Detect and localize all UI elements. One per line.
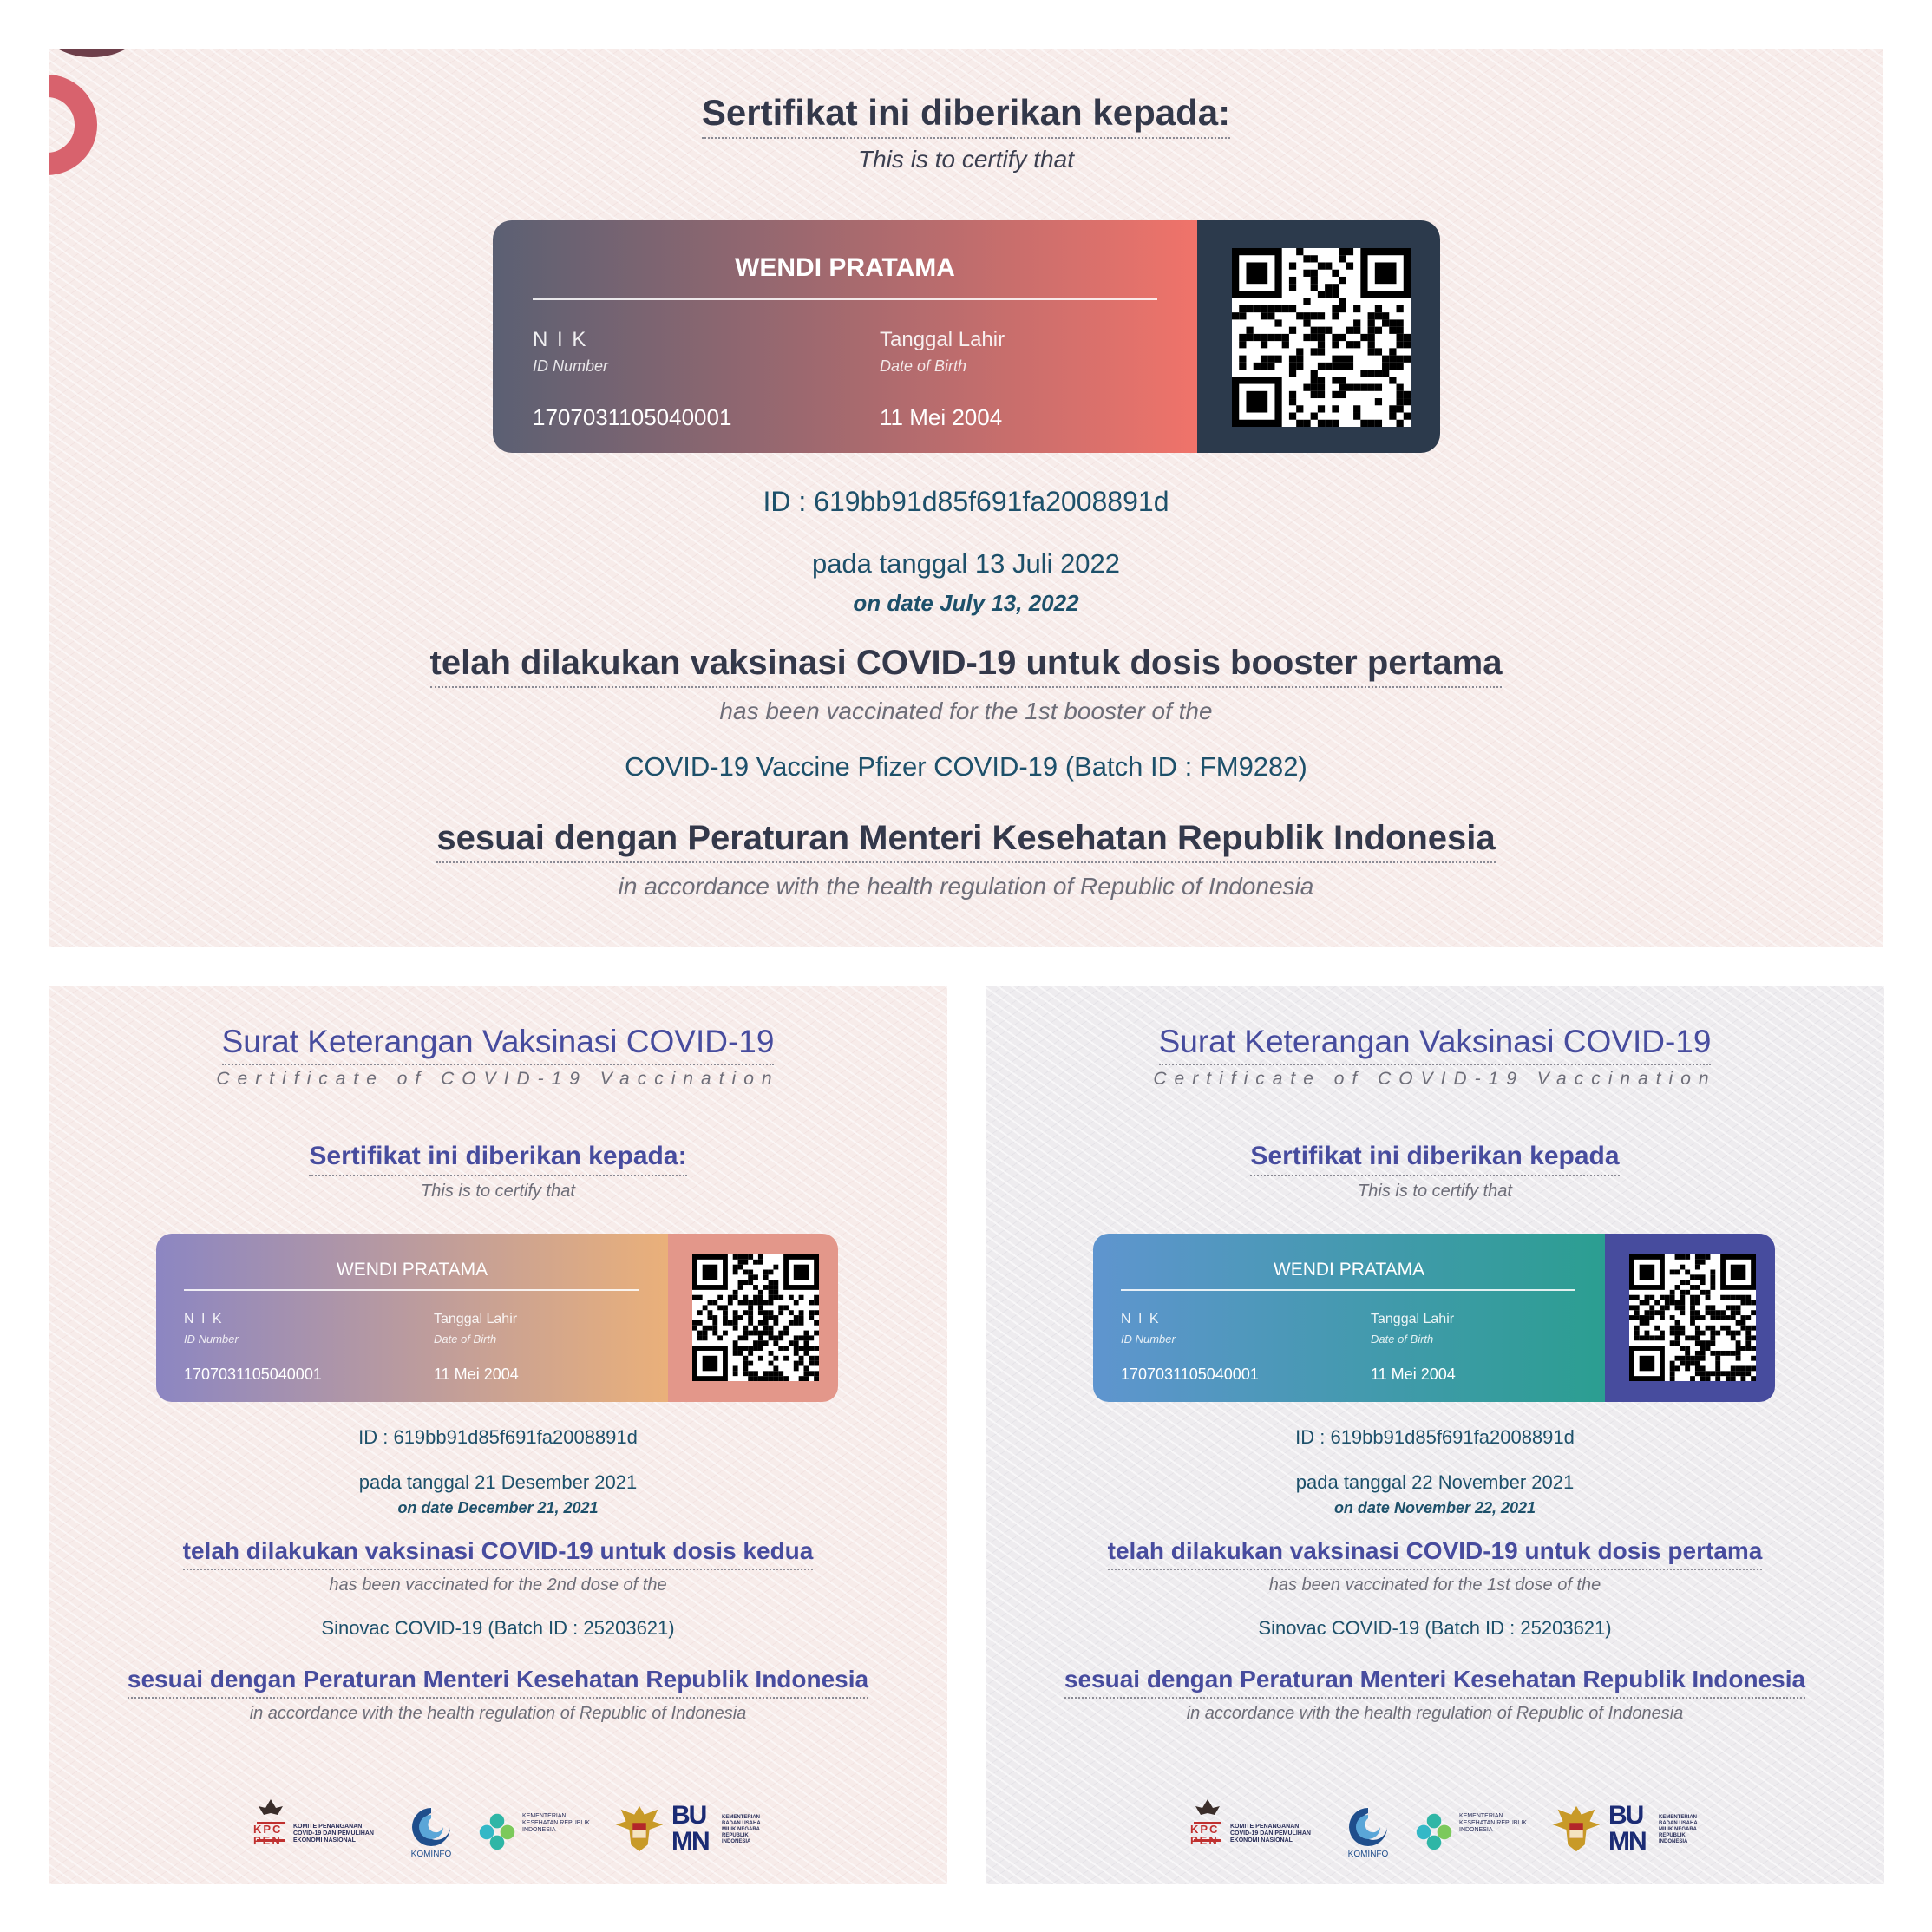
nik-label: N I K (1121, 1312, 1161, 1326)
bumn-mark: BUMN (671, 1801, 709, 1856)
garuda-pancasila-icon (614, 1803, 665, 1857)
statement: telah dilakukan vaksinasi COVID-19 untuk dosis booster pertama (430, 644, 1503, 688)
partner-logos (986, 1796, 1884, 1865)
qr-panel (1197, 220, 1440, 453)
qr-code-icon (1232, 248, 1411, 427)
qr-code-graphic (692, 1254, 819, 1381)
bumn-text: KEMENTERIAN BADAN USAHA MILIK NEGARA REPUBLIK INDONESIA (722, 1815, 761, 1844)
kominfo-swirl-icon (405, 1803, 457, 1846)
heading: Sertifikat ini diberikan kepada: (702, 92, 1230, 139)
decorative-arc (49, 49, 144, 57)
regulation: sesuai dengan Peraturan Menteri Kesehatan Republik Indonesia (1064, 1666, 1805, 1699)
vaccination-date-en: on date July 13, 2022 (853, 590, 1079, 616)
holder-name: WENDI PRATAMA (735, 253, 955, 282)
statement-en: has been vaccinated for the 1st booster of the (719, 697, 1213, 724)
certificate-dose-2 (49, 986, 947, 1884)
regulation-en: in accordance with the health regulation of Republic of Indonesia (618, 873, 1314, 900)
nik-value: 1707031105040001 (533, 404, 732, 430)
certificate-dose-1 (986, 986, 1884, 1884)
title-block (986, 1024, 1884, 1065)
regulation: sesuai dengan Peraturan Menteri Kesehatan Republik Indonesia (128, 1666, 868, 1699)
heading-block (49, 1142, 947, 1176)
nik-value: 1707031105040001 (1121, 1365, 1259, 1383)
dob-label-en: Date of Birth (434, 1333, 497, 1346)
certificate-title-en: Certificate of COVID-19 Vaccination (1153, 1069, 1717, 1089)
kominfo-text: KOMINFO (410, 1850, 452, 1859)
vaccine-name: Sinovac COVID-19 (Batch ID : 25203621) (1258, 1617, 1612, 1639)
certificate-id: ID : 619bb91d85f691fa2008891d (1295, 1426, 1575, 1448)
kpcpen-mark: KPC PEN (253, 1823, 283, 1847)
regulation-en: in accordance with the health regulation of Republic of Indonesia (1186, 1704, 1684, 1723)
dob-label: Tanggal Lahir (880, 328, 1005, 351)
dob-label: Tanggal Lahir (434, 1312, 518, 1326)
identity-card (493, 220, 1440, 453)
holder-name: WENDI PRATAMA (1273, 1260, 1425, 1280)
bumn-text: KEMENTERIAN BADAN USAHA MILIK NEGARA REPUBLIK INDONESIA (1659, 1815, 1698, 1844)
title-block (49, 1024, 947, 1065)
dob-label-en: Date of Birth (880, 357, 967, 375)
name-divider (533, 298, 1157, 300)
garuda-pancasila-icon (1551, 1803, 1601, 1857)
kemenkes-text: KEMENTERIAN KESEHATAN REPUBLIK INDONESIA (1459, 1813, 1527, 1833)
nik-label: N I K (184, 1312, 224, 1326)
heading-en: This is to certify that (858, 146, 1074, 173)
qr-code-icon (692, 1254, 819, 1381)
name-divider (1121, 1289, 1575, 1291)
qr-code-icon (1629, 1254, 1756, 1381)
statement: telah dilakukan vaksinasi COVID-19 untuk dosis kedua (183, 1537, 814, 1570)
statement-block (49, 644, 1883, 688)
statement: telah dilakukan vaksinasi COVID-19 untuk dosis pertama (1108, 1537, 1763, 1570)
regulation-block (986, 1666, 1884, 1699)
qr-code-graphic (1629, 1254, 1756, 1381)
vaccination-date: pada tanggal 21 Desember 2021 (358, 1471, 638, 1493)
dob-value: 11 Mei 2004 (434, 1365, 519, 1383)
identity-card (156, 1234, 838, 1402)
certificate-id: ID : 619bb91d85f691fa2008891d (763, 486, 1169, 517)
dob-value: 11 Mei 2004 (1371, 1365, 1456, 1383)
statement-en: has been vaccinated for the 2nd dose of the (329, 1575, 667, 1595)
name-divider (184, 1289, 639, 1291)
nik-label-en: ID Number (184, 1333, 239, 1346)
vaccination-date-en: on date November 22, 2021 (1333, 1499, 1536, 1516)
certificate-title-en: Certificate of COVID-19 Vaccination (216, 1069, 780, 1089)
certificate-id: ID : 619bb91d85f691fa2008891d (358, 1426, 638, 1448)
partner-logos (49, 1796, 947, 1865)
vaccine-name: Sinovac COVID-19 (Batch ID : 25203621) (321, 1617, 675, 1639)
kominfo-text: KOMINFO (1347, 1850, 1389, 1859)
kpcpen-mark: KPC PEN (1190, 1823, 1220, 1847)
heading-block (49, 92, 1883, 139)
statement-block (986, 1537, 1884, 1570)
certificate-booster (49, 49, 1883, 947)
dob-label: Tanggal Lahir (1371, 1312, 1455, 1326)
identity-card (1093, 1234, 1775, 1402)
certificate-title: Surat Keterangan Vaksinasi COVID-19 (1159, 1024, 1712, 1065)
regulation-block (49, 1666, 947, 1699)
heading-en: This is to certify that (1358, 1182, 1512, 1201)
vaccination-date-en: on date December 21, 2021 (397, 1499, 599, 1516)
qr-panel (668, 1234, 838, 1402)
nik-label: N I K (533, 328, 588, 351)
holder-name: WENDI PRATAMA (336, 1260, 488, 1280)
regulation-block (49, 819, 1883, 863)
kpcpen-text: KOMITE PENANGANAN COVID-19 DAN PEMULIHAN EKONOMI NASIONAL (293, 1824, 374, 1844)
nik-label-en: ID Number (533, 357, 609, 375)
regulation-en: in accordance with the health regulation of Republic of Indonesia (249, 1704, 747, 1723)
kemenkes-flower-icon (477, 1811, 517, 1851)
kpcpen-text: KOMITE PENANGANAN COVID-19 DAN PEMULIHAN EKONOMI NASIONAL (1230, 1824, 1311, 1844)
heading-block (986, 1142, 1884, 1176)
kemenkes-flower-icon (1414, 1811, 1454, 1851)
dob-value: 11 Mei 2004 (880, 404, 1003, 430)
dob-label-en: Date of Birth (1371, 1333, 1434, 1346)
qr-panel (1605, 1234, 1775, 1402)
vaccination-date: pada tanggal 13 Juli 2022 (811, 548, 1121, 579)
heading: Sertifikat ini diberikan kepada (1250, 1142, 1619, 1176)
heading-en: This is to certify that (421, 1182, 575, 1201)
certificate-title: Surat Keterangan Vaksinasi COVID-19 (222, 1024, 775, 1065)
heading: Sertifikat ini diberikan kepada: (309, 1142, 686, 1176)
qr-code-graphic (1232, 248, 1411, 427)
vaccination-date: pada tanggal 22 November 2021 (1295, 1471, 1575, 1493)
nik-label-en: ID Number (1121, 1333, 1176, 1346)
statement-block (49, 1537, 947, 1570)
regulation: sesuai dengan Peraturan Menteri Kesehatan Republik Indonesia (436, 819, 1495, 863)
vaccine-name: COVID-19 Vaccine Pfizer COVID-19 (Batch ID : FM9282) (625, 751, 1307, 782)
nik-value: 1707031105040001 (184, 1365, 322, 1383)
kominfo-swirl-icon (1342, 1803, 1394, 1846)
statement-en: has been vaccinated for the 1st dose of the (1268, 1575, 1601, 1595)
bumn-mark: BUMN (1608, 1801, 1646, 1856)
kemenkes-text: KEMENTERIAN KESEHATAN REPUBLIK INDONESIA (522, 1813, 590, 1833)
